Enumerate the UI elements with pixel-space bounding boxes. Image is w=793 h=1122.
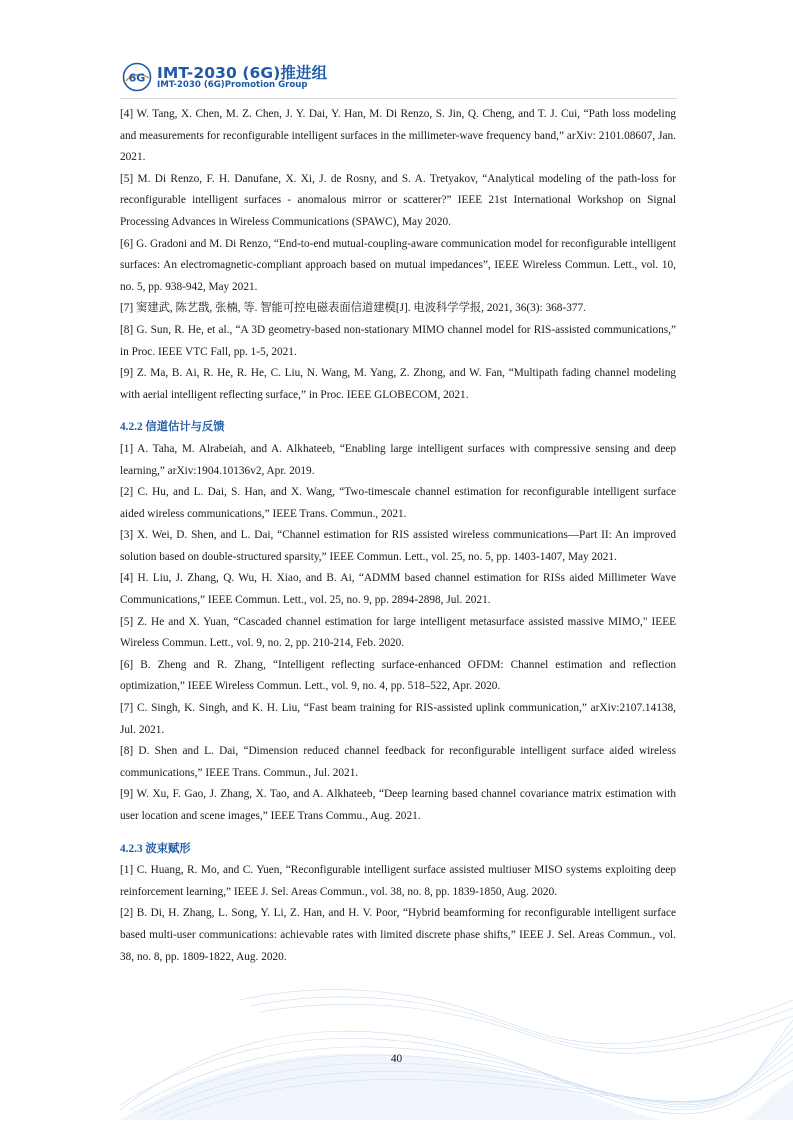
logo-badge-text: 6G xyxy=(128,71,146,85)
reference-item: [9] Z. Ma, B. Ai, R. He, R. He, C. Liu, N. Wang, M. Yang, Z. Zhong, and W. Fan, “Multipath fading channel modeling with aerial intelligent reflecting surface,” in Proc. IEEE GLOBECOM, 2021. xyxy=(120,367,676,401)
reference-item: [1] C. Huang, R. Mo, and C. Yuen, “Reconfigurable intelligent surface assisted multiuser MISO systems exploiting deep reinforcement learning,” IEEE J. Sel. Areas Commun., vol. 38, no. 8, pp. 1839-1850, Aug. 2020. xyxy=(120,864,676,898)
footer-wave-decoration xyxy=(0,960,793,1120)
reference-item: [8] D. Shen and L. Dai, “Dimension reduced channel feedback for reconfigurable intelligent surface aided wireless communications,” IEEE Trans. Commun., Jul. 2021. xyxy=(120,745,676,779)
org-subtitle: IMT-2030 (6G)Promotion Group xyxy=(157,80,308,90)
reference-item: [2] C. Hu, and L. Dai, S. Han, and X. Wang, “Two-timescale channel estimation for reconfigurable intelligent surface aided wireless communications,” IEEE Trans. Commun., 2021. xyxy=(120,486,676,520)
org-title: IMT-2030 (6G)推进组 xyxy=(157,64,328,82)
page-content xyxy=(120,104,676,968)
reference-item: [9] W. Xu, F. Gao, J. Zhang, X. Tao, and A. Alkhateeb, “Deep learning based channel covariance matrix estimation with user location and scene images,” IEEE Trans Commu., Aug. 2021. xyxy=(120,788,676,822)
6g-logo-icon xyxy=(122,62,152,92)
reference-item: [4] H. Liu, J. Zhang, Q. Wu, H. Xiao, and B. Ai, “ADMM based channel estimation for RISs aided Millimeter Wave Communications,” IEEE Commun. Lett., vol. 25, no. 9, pp. 2894-2898, Jul. 2021. xyxy=(120,572,676,607)
page-header xyxy=(120,58,680,100)
reference-item: [3] X. Wei, D. Shen, and L. Dai, “Channel estimation for RIS assisted wireless communications—Part II: An improved solution based on double-structured sparsity,” IEEE Commun. Lett., vol. 25, no. 5, pp. 1403-1407, May 2021. xyxy=(120,529,676,563)
header-divider xyxy=(120,98,677,99)
reference-item: [4] W. Tang, X. Chen, M. Z. Chen, J. Y. Dai, Y. Han, M. Di Renzo, S. Jin, Q. Cheng, and T. J. Cui, “Path loss modeling and measurements for reconfigurable intelligent surfaces in the millimeter-wave frequency band,” arXiv: 2101.08607, Jan. 2021. xyxy=(120,108,676,164)
page-number: 40 xyxy=(390,1053,403,1065)
reference-item: [5] M. Di Renzo, F. H. Danufane, X. Xi, J. de Rosny, and S. A. Tretyakov, “Analytical modeling of the path-loss for reconfigurable intelligent surfaces - anomalous mirror or scatterer?” IEEE 21st International Workshop on Signal Processing Advances in Wireless Communications (SPAWC), May 2020. xyxy=(120,172,676,228)
reference-item: [1] A. Taha, M. Alrabeiah, and A. Alkhateeb, “Enabling large intelligent surfaces with compressive sensing and deep learning,” arXiv:1904.10136v2, Apr. 2019. xyxy=(120,442,676,477)
reference-item: [6] B. Zheng and R. Zhang, “Intelligent reflecting surface-enhanced OFDM: Channel estimation and reflection optimization,” IEEE Wireless Commun. Lett., vol. 9, no. 4, pp. 518–522, Apr. 2020. xyxy=(120,658,676,693)
reference-item: [5] Z. He and X. Yuan, “Cascaded channel estimation for large intelligent metasurface assisted massive MIMO," IEEE Wireless Commun. Lett., vol. 9, no. 2, pp. 210-214, Feb. 2020. xyxy=(120,615,676,650)
reference-item: [6] G. Gradoni and M. Di Renzo, “End-to-end mutual-coupling-aware communication model for reconfigurable intelligent surfaces: An electromagnetic-compliant approach based on mutual impedances”, IEEE Wireless Commun. Lett., vol. 10, no. 5, pp. 938-942, May 2021. xyxy=(120,237,676,293)
section-heading-4-2-2: 4.2.2 信道估计与反馈 xyxy=(120,421,225,434)
reference-item: [7] 窦建武, 陈艺戬, 张楠, 等. 智能可控电磁表面信道建模[J]. 电波科学学报, 2021, 36(3): 368-377. xyxy=(120,302,586,315)
reference-item: [8] G. Sun, R. He, et al., “A 3D geometry-based non-stationary MIMO channel model for RIS-assisted communications,” in Proc. IEEE VTC Fall, pp. 1-5, 2021. xyxy=(120,323,676,358)
reference-item: [7] C. Singh, K. Singh, and K. H. Liu, “Fast beam training for RIS-assisted uplink communication,” arXiv:2107.14138, Jul. 2021. xyxy=(120,702,676,736)
section-heading-4-2-3: 4.2.3 波束赋形 xyxy=(120,842,191,855)
reference-item: [2] B. Di, H. Zhang, L. Song, Y. Li, Z. Han, and H. V. Poor, “Hybrid beamforming for reconfigurable intelligent surface based multi-user communications: achievable rates with limited discrete phase shifts,” IEEE J. Sel. Areas Commun., vol. 38, no. 8, pp. 1809-1822, Aug. 2020. xyxy=(120,907,676,963)
